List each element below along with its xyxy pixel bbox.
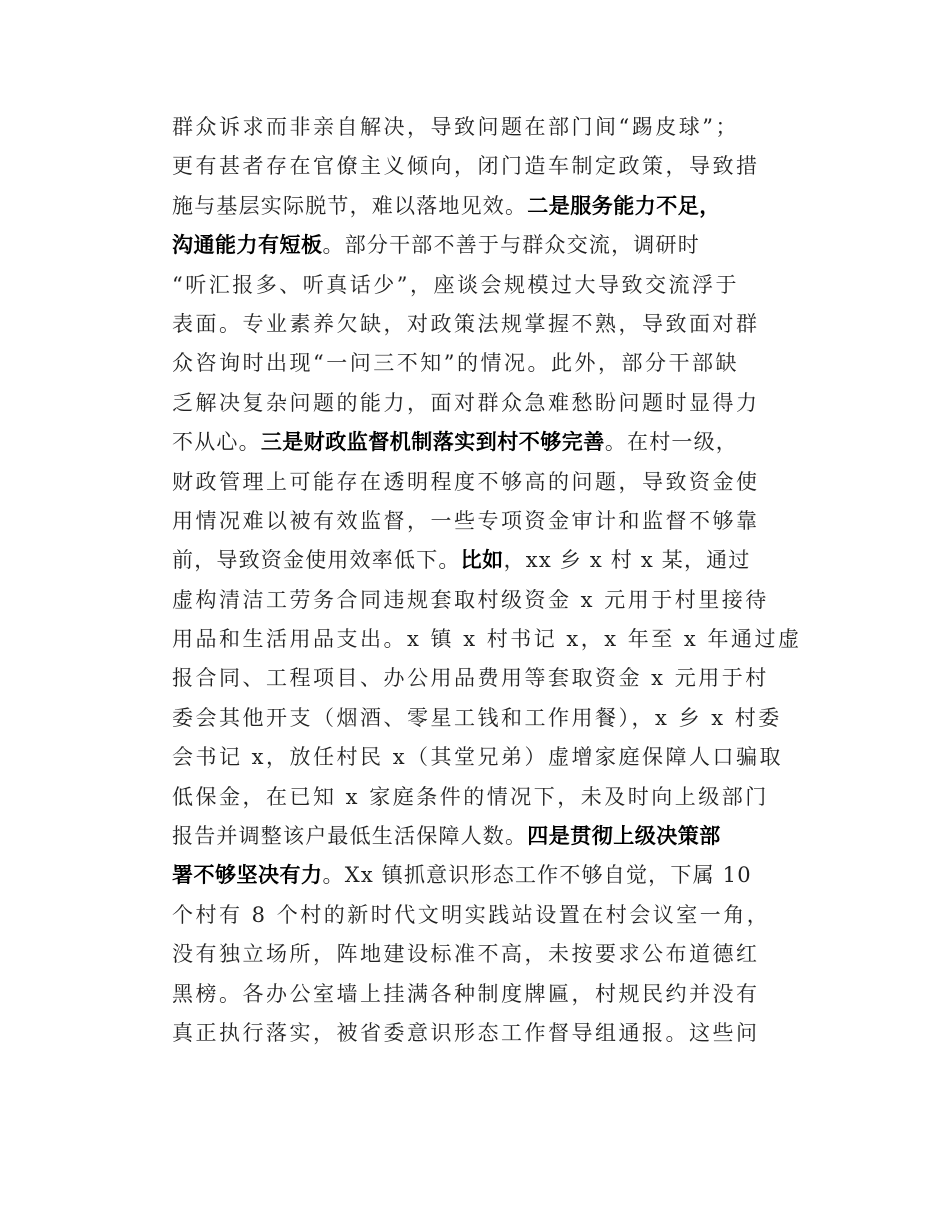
text-line: 会书记 x，放任村民 x（其堂兄弟）虚增家庭保障人口骗取 bbox=[172, 745, 784, 770]
text-line: 署不够坚决有力。Xx 镇抓意识形态工作不够自觉，下属 10 bbox=[172, 863, 752, 888]
text-line: 用品和生活用品支出。x 镇 x 村书记 x，x 年至 x 年通过虚 bbox=[172, 627, 802, 652]
text-line: 报告并调整该户最低生活保障人数。四是贯彻上级决策部 bbox=[172, 824, 721, 849]
text-line: 表面。专业素养欠缺，对政策法规掌握不熟，导致面对群 bbox=[172, 311, 760, 336]
text-line: 财政管理上可能存在透明程度不够高的问题，导致资金使 bbox=[172, 469, 760, 494]
bold-heading: 沟通能力有短板 bbox=[172, 233, 323, 258]
text-line: 黑榜。各办公室墙上挂满各种制度牌匾，村规民约并没有 bbox=[172, 981, 760, 1006]
text-line: 用情况难以被有效监督，一些专项资金审计和监督不够靠 bbox=[172, 508, 760, 533]
text-line: 没有独立场所，阵地建设标准不高，未按要求公布道德红 bbox=[172, 942, 760, 967]
text-line: 个村有 8 个村的新时代文明实践站设置在村会议室一角， bbox=[172, 902, 771, 927]
text-line: “听汇报多、听真话少”，座谈会规模过大导致交流浮于 bbox=[172, 272, 739, 297]
text-line: 施与基层实际脱节，难以落地见效。二是服务能力不足， bbox=[172, 193, 721, 218]
text-line: 沟通能力有短板。部分干部不善于与群众交流，调研时 bbox=[172, 233, 700, 258]
text-line: 报合同、工程项目、办公用品费用等套取资金 x 元用于村 bbox=[172, 666, 769, 691]
bold-heading: 比如 bbox=[460, 548, 504, 573]
text-line: 委会其他开支（烟酒、零星工钱和工作用餐），x 乡 x 村委 bbox=[172, 705, 782, 730]
text-line: 前，导致资金使用效率低下。比如，xx 乡 x 村 x 某，通过 bbox=[172, 548, 751, 573]
bold-heading: 署不够坚决有力 bbox=[172, 863, 323, 888]
text-line: 虚构清洁工劳务合同违规套取村级资金 x 元用于村里接待 bbox=[172, 587, 769, 612]
text-line: 群众诉求而非亲自解决，导致问题在部门间“踢皮球”； bbox=[172, 115, 739, 139]
text-line: 低保金，在已知 x 家庭条件的情况下，未及时向上级部门 bbox=[172, 784, 769, 809]
bold-heading: 四是贯彻上级决策部 bbox=[527, 824, 721, 849]
text-line: 更有甚者存在官僚主义倾向，闭门造车制定政策，导致措 bbox=[172, 154, 760, 179]
bold-heading: 二是服务能力不足， bbox=[527, 193, 721, 218]
text-line: 乏解决复杂问题的能力，面对群众急难愁盼问题时显得力 bbox=[172, 390, 760, 415]
bold-heading: 三是财政监督机制落实到村不够完善 bbox=[260, 430, 605, 455]
body-text bbox=[172, 108, 812, 1053]
text-line: 众咨询时出现“一问三不知”的情况。此外，部分干部缺 bbox=[172, 351, 739, 376]
text-line: 不从心。三是财政监督机制落实到村不够完善。在村一级， bbox=[172, 430, 739, 455]
text-line: 真正执行落实，被省委意识形态工作督导组通报。这些问 bbox=[172, 1020, 760, 1045]
